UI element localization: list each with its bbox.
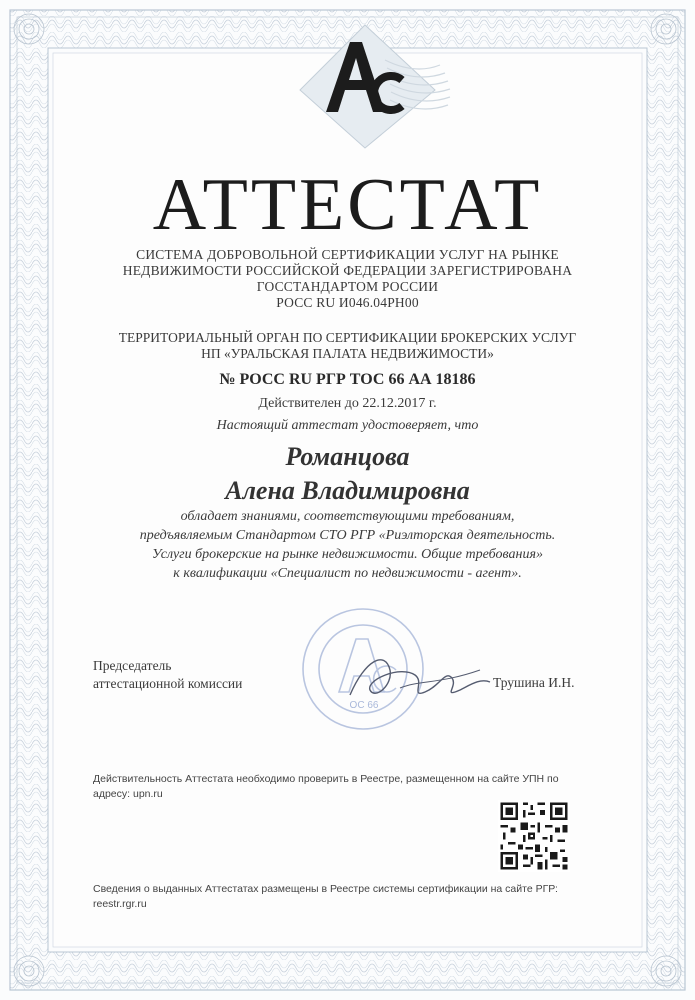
holder-given-names: Алена Владимировна <box>225 476 470 505</box>
organ-line: НП «УРАЛЬСКАЯ ПАЛАТА НЕДВИЖИМОСТИ» <box>201 346 494 361</box>
qualification-line: к квалификации «Специалист по недвижимости - агент». <box>173 566 522 581</box>
certificate-title: АТТЕСТАТ <box>152 164 543 246</box>
qualification-line: обладает знаниями, соответствующими требованиям, <box>180 509 515 524</box>
chair-line: аттестационной комиссии <box>93 676 243 691</box>
chair-line: Председатель <box>93 658 172 673</box>
valid-until: Действителен до 22.12.2017 г. <box>258 396 437 411</box>
validity-note: Действительность Аттестата необходимо проверить в Реестре, размещенном на сайте УПН по адресу: upn.ru <box>93 773 559 800</box>
holder-surname: Романцова <box>285 442 410 471</box>
system-line: СИСТЕМА ДОБРОВОЛЬНОЙ СЕРТИФИКАЦИИ УСЛУГ НА РЫНКЕ <box>136 247 559 262</box>
organ-line: ТЕРРИТОРИАЛЬНЫЙ ОРГАН ПО СЕРТИФИКАЦИИ БРОКЕРСКИХ УСЛУГ <box>118 330 577 345</box>
certification-system <box>60 247 635 311</box>
qualification-line: Услуги брокерские на рынке недвижимости. Общие требования» <box>152 547 543 562</box>
logo-icon <box>290 20 460 150</box>
holder-name <box>0 440 695 508</box>
registry-note: Сведения о выданных Аттестатах размещены в Реестре системы сертификации на сайте РГР: reestr.rgr.ru <box>93 883 558 910</box>
territorial-organ <box>60 330 635 362</box>
system-registration-number: РОСС RU И046.04РН00 <box>276 295 419 310</box>
certifies-statement: Настоящий аттестат удостоверяет, что <box>216 418 479 433</box>
system-line: НЕДВИЖИМОСТИ РОССИЙСКОЙ ФЕДЕРАЦИИ ЗАРЕГИСТРИРОВАНА <box>122 263 573 278</box>
certificate-number: № РОСС RU РГР ТОС 66 АА 18186 <box>219 371 476 388</box>
stamp-code: ОС 66 <box>349 700 379 711</box>
qualification-statement <box>60 507 635 583</box>
qr-code-icon[interactable] <box>498 800 570 872</box>
system-line: ГОССТАНДАРТОМ РОССИИ <box>256 279 439 294</box>
commission-chair <box>93 657 242 693</box>
signature-icon <box>330 640 500 720</box>
qualification-line: предъявляемым Стандартом СТО РГР «Риэлторская деятельность. <box>139 528 556 543</box>
signer-name: Трушина И.Н. <box>493 675 575 690</box>
